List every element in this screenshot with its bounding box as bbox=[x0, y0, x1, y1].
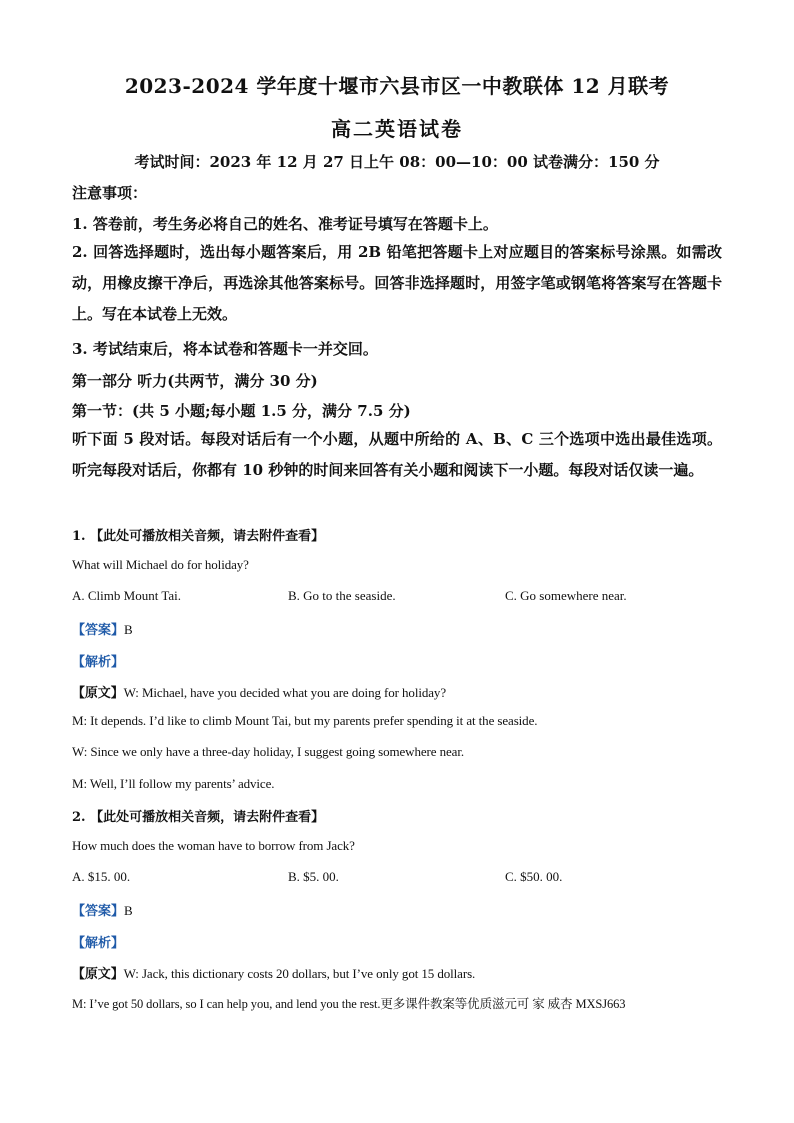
q2-transcript-line-2: M: I’ve got 50 dollars, so I can help you, and lend you the rest.更多课件教案等优质滋元可 家 威杏 MXSJ663 bbox=[72, 997, 626, 1011]
q1-option-c: C. Go somewhere near. bbox=[505, 588, 627, 603]
exam-info: 考试时间：2023 年 12 月 27 日上午 08：00—10：00 试卷满分：150 分 bbox=[134, 153, 660, 171]
answer-tag: 【答案】 bbox=[72, 623, 125, 638]
q2-option-a: A. $15. 00. bbox=[72, 869, 131, 884]
original-tag: 【原文】 bbox=[72, 686, 124, 701]
notice-item-3: 3. 考试结束后，将本试卷和答题卡一并交回。 bbox=[72, 340, 378, 358]
q1-transcript-line-4: M: Well, I’ll follow my parents’ advice. bbox=[72, 776, 275, 791]
exam-subtitle: 高二英语试卷 bbox=[331, 117, 463, 141]
answer-tag: 【答案】 bbox=[72, 904, 125, 919]
q1-option-a: A. Climb Mount Tai. bbox=[72, 588, 181, 603]
q2-option-b: B. $5. 00. bbox=[288, 869, 339, 884]
q1-option-b: B. Go to the seaside. bbox=[288, 588, 396, 603]
notice-item-1: 1. 答卷前，考生务必将自己的姓名、准考证号填写在答题卡上。 bbox=[72, 215, 498, 233]
listening-instructions: 听下面 5 段对话。每段对话后有一个小题，从题中所给的 A、B、C 三个选项中选出最佳选项。听完每段对话后，你都有 10 秒钟的时间来回答有关小题和阅读下一小题。每段对话仅读一遍。 bbox=[72, 430, 722, 479]
notice-heading: 注意事项： bbox=[72, 184, 148, 202]
q2-label: 2. 【此处可播放相关音频，请去附件查看】 bbox=[72, 810, 325, 825]
notice-item-2: 2. 回答选择题时，选出每小题答案后，用 2B 铅笔把答题卡上对应题目的答案标号涂黑。如需改动，用橡皮擦干净后，再选涂其他答案标号。回答非选择题时，用签字笔或钢笔将答案写在答题卡上。写在本试卷上无效。 bbox=[72, 243, 722, 323]
q1-label: 1. 【此处可播放相关音频，请去附件查看】 bbox=[72, 529, 325, 544]
q2-answer bbox=[72, 900, 133, 919]
q1-transcript-line-1 bbox=[72, 682, 446, 701]
q1-answer bbox=[72, 619, 133, 638]
q1-analysis-tag: 【解析】 bbox=[72, 655, 125, 670]
transcript-text: W: Jack, this dictionary costs 20 dollars, but I’ve only got 15 dollars. bbox=[123, 966, 476, 981]
section1-heading: 第一节：(共 5 小题;每小题 1.5 分，满分 7.5 分) bbox=[72, 402, 411, 420]
original-tag: 【原文】 bbox=[72, 967, 124, 982]
q2-option-c: C. $50. 00. bbox=[505, 869, 563, 884]
q1-transcript-line-2: M: It depends. I’d like to climb Mount Tai, but my parents prefer spending it at the seaside. bbox=[72, 713, 538, 728]
q1-question: What will Michael do for holiday? bbox=[72, 557, 249, 572]
q1-transcript-line-3: W: Since we only have a three-day holiday, I suggest going somewhere near. bbox=[72, 744, 464, 759]
part1-heading: 第一部分 听力(共两节，满分 30 分) bbox=[72, 372, 318, 390]
transcript-text: W: Michael, have you decided what you are doing for holiday? bbox=[123, 685, 446, 700]
exam-title: 2023-2024 学年度十堰市六县市区一中教联体 12 月联考 bbox=[124, 74, 670, 98]
answer-value: B bbox=[124, 903, 133, 918]
answer-value: B bbox=[124, 622, 133, 637]
q2-transcript-line-1 bbox=[72, 963, 475, 982]
q2-question: How much does the woman have to borrow from Jack? bbox=[72, 838, 355, 853]
q2-analysis-tag: 【解析】 bbox=[72, 936, 125, 951]
